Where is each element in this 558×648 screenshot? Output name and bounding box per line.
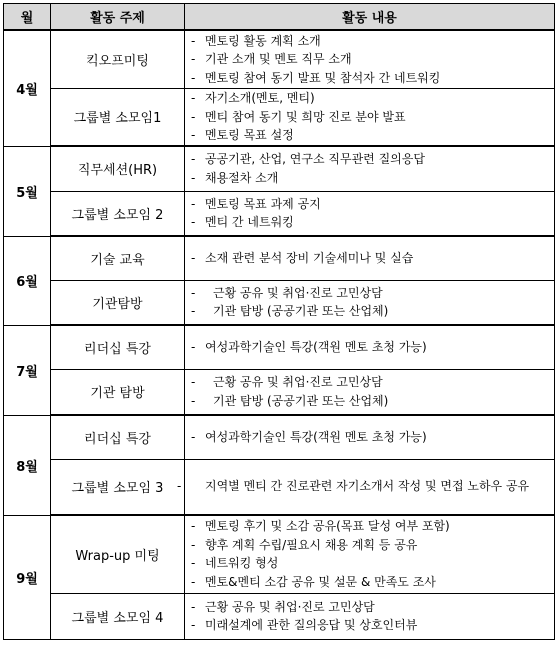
content-cell <box>185 280 555 325</box>
month-cell: 6월 <box>4 236 51 325</box>
table-row <box>4 280 555 325</box>
list-item: - 지역별 멘티 간 진로관련 자기소개서 작성 및 면접 노하우 공유 <box>177 479 530 494</box>
table-row <box>4 369 555 415</box>
table-row <box>4 236 555 280</box>
header-month: 월 <box>4 4 51 31</box>
list-item: - 채용절차 소개 <box>191 170 279 185</box>
list-item: - 기관 탐방 (공공기관 또는 산업체) <box>191 304 389 319</box>
content-cell <box>185 236 555 280</box>
table-row <box>4 325 555 369</box>
theme-cell: 그룹별 소모임1 <box>51 88 185 146</box>
theme-cell: 리더십 특강 <box>51 415 185 459</box>
header-row <box>4 4 555 31</box>
content-cell <box>185 415 555 459</box>
content-cell <box>185 515 555 593</box>
table-row <box>4 191 555 236</box>
theme-cell: 킥오프미팅 <box>51 30 185 88</box>
theme-cell: 리더십 특강 <box>51 325 185 369</box>
list-item: - 멘토링 목표 설정 <box>191 128 294 142</box>
month-cell: 5월 <box>4 146 51 236</box>
activity-plan-table <box>3 3 555 640</box>
content-cell <box>185 369 555 415</box>
list-item: - 멘티 참여 동기 및 희망 진로 분야 발표 <box>191 109 406 124</box>
list-item: - 멘토&멘티 소감 공유 및 설문 & 만족도 조사 <box>191 574 436 589</box>
table-row <box>4 593 555 639</box>
table-row <box>4 30 555 88</box>
list-item: - 여성과학기술인 특강(객원 멘토 초청 가능) <box>191 340 427 354</box>
content-cell <box>185 88 555 146</box>
list-item: - 기관 소개 및 멘토 직무 소개 <box>191 52 352 66</box>
month-cell: 7월 <box>4 325 51 415</box>
list-item: - 네트워킹 형성 <box>191 556 279 571</box>
table-row <box>4 459 555 515</box>
table-row <box>4 415 555 459</box>
list-item: - 멘토링 목표 과제 공지 <box>191 196 321 211</box>
list-item: - 근황 공유 및 취업·진로 고민상담 <box>191 375 383 390</box>
list-item: - 근황 공유 및 취업·진로 고민상담 <box>191 599 375 614</box>
theme-cell: 기관탐방 <box>51 280 185 325</box>
header-theme: 활동 주제 <box>51 4 185 31</box>
theme-cell: 그룹별 소모임 4 <box>51 593 185 639</box>
content-cell <box>185 325 555 369</box>
theme-cell: 기관 탐방 <box>51 369 185 415</box>
theme-cell: 그룹별 소모임 2 <box>51 191 185 236</box>
list-item: - 자기소개(멘토, 멘티) <box>191 91 315 105</box>
list-item: - 멘토링 활동 계획 소개 <box>191 33 321 48</box>
list-item: - 공공기관, 산업, 연구소 직무관련 질의응답 <box>191 152 425 167</box>
list-item: - 멘티 간 네트워킹 <box>191 215 294 230</box>
content-cell <box>185 191 555 236</box>
table-row <box>4 146 555 191</box>
list-item: - 여성과학기술인 특강(객원 멘토 초청 가능) <box>191 430 427 444</box>
list-item: - 멘토링 후기 및 소감 공유(목표 달성 여부 포함) <box>191 519 450 534</box>
list-item: - 향후 계획 수립/필요시 채용 계획 등 공유 <box>191 537 418 552</box>
content-cell <box>185 146 555 191</box>
list-item: - 근황 공유 및 취업·진로 고민상담 <box>191 285 383 300</box>
content-cell <box>177 459 555 515</box>
theme-cell: Wrap-up 미팅 <box>51 515 185 593</box>
header-content: 활동 내용 <box>185 4 555 31</box>
table-row <box>4 88 555 146</box>
table-row <box>4 515 555 593</box>
month-cell: 4월 <box>4 30 51 146</box>
month-cell: 9월 <box>4 515 51 639</box>
list-item: - 미래설계에 관한 질의응답 및 상호인터뷰 <box>191 618 418 632</box>
list-item: - 기관 탐방 (공공기관 또는 산업체) <box>191 393 389 408</box>
theme-cell: 그룹별 소모임 3 <box>51 459 185 515</box>
theme-cell: 직무세션(HR) <box>51 146 185 191</box>
theme-cell: 기술 교육 <box>51 236 185 280</box>
content-cell <box>185 30 555 88</box>
list-item: - 소재 관련 분석 장비 기술세미나 및 실습 <box>191 251 414 265</box>
list-item: - 멘토링 참여 동기 발표 및 참석자 간 네트워킹 <box>191 70 441 85</box>
content-cell <box>185 593 555 639</box>
month-cell: 8월 <box>4 415 51 515</box>
